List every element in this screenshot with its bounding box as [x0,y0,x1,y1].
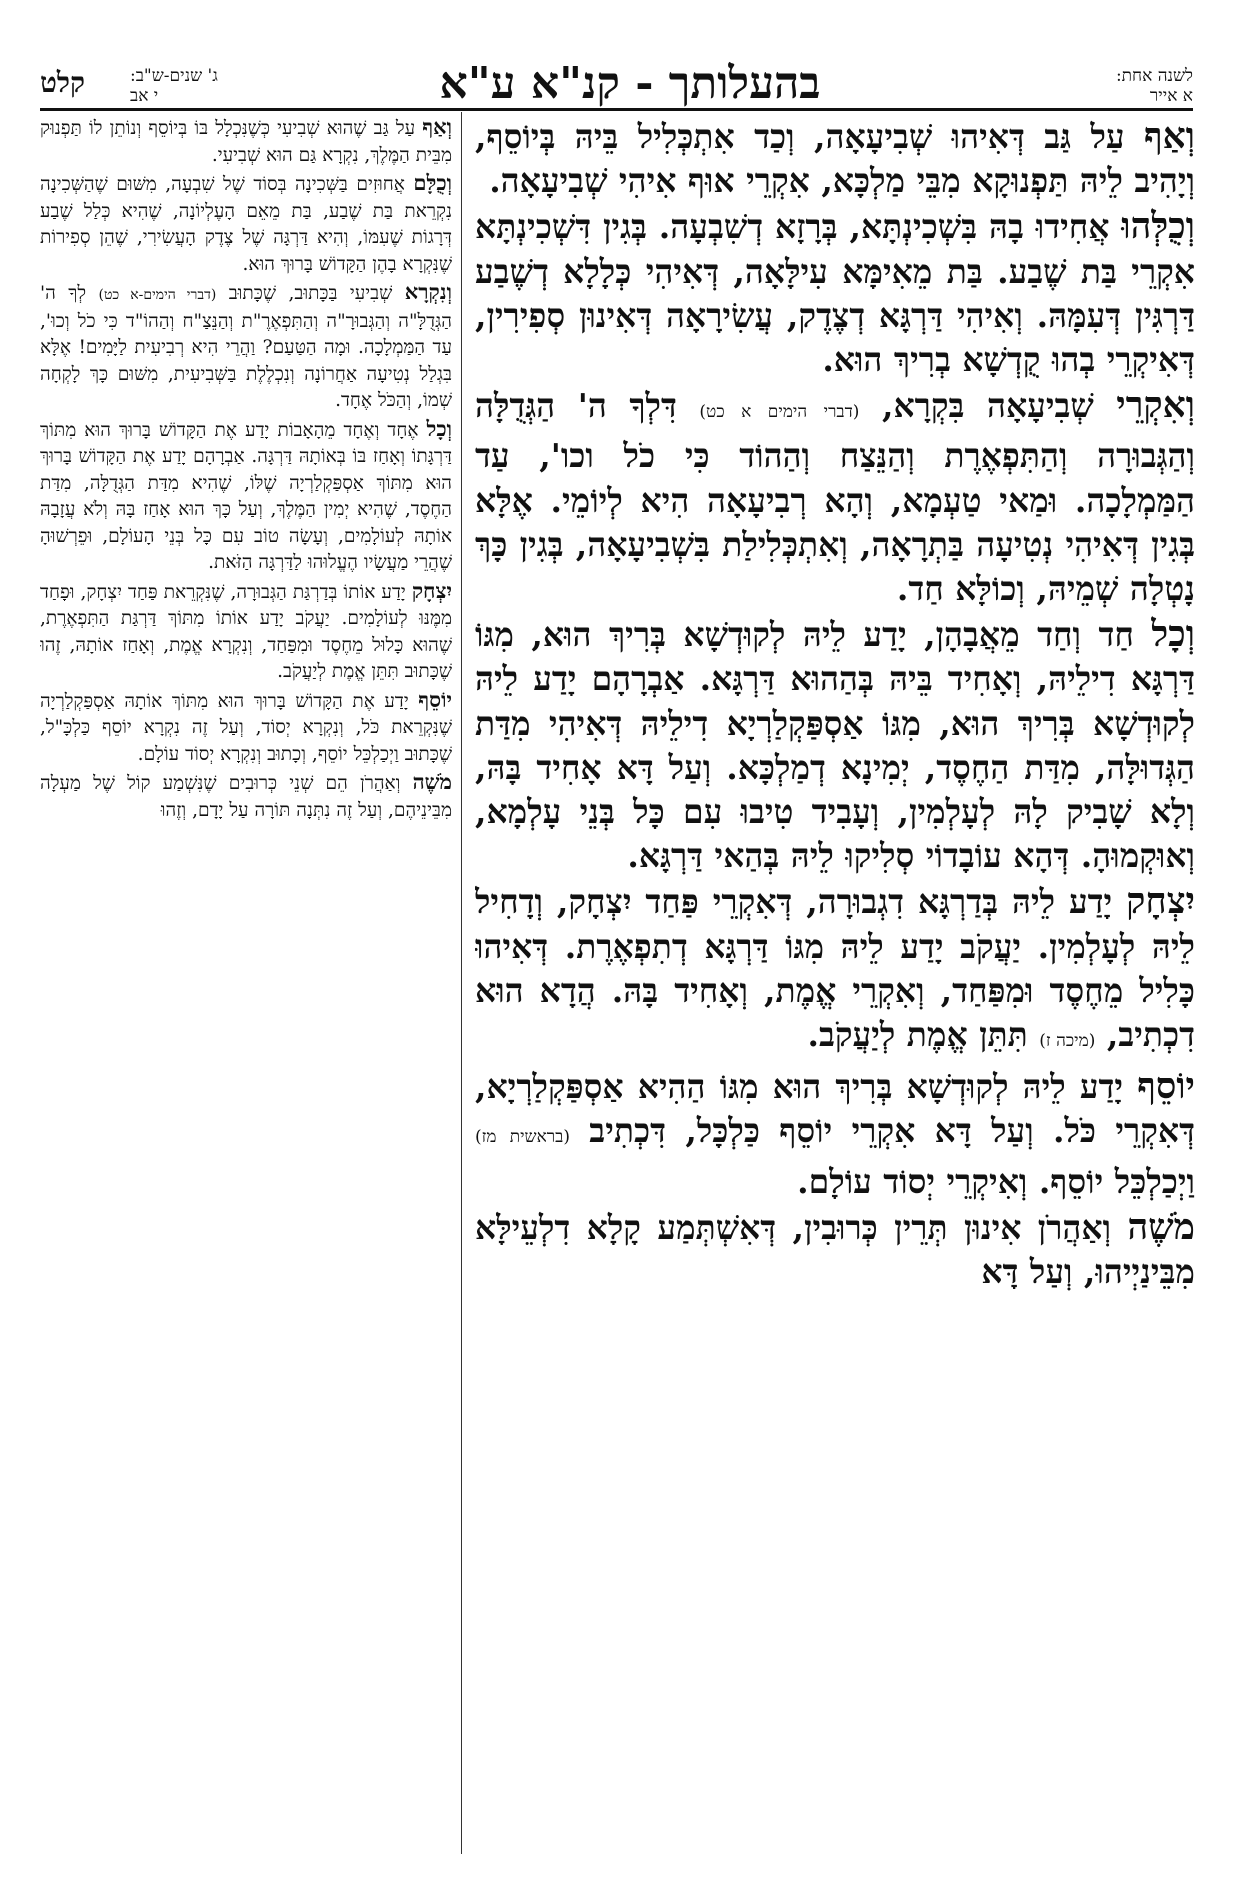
main-paragraph [475,879,1195,1063]
paragraph-lead-word: וְאַף [422,114,452,139]
source-citation: (בראשית מז) [475,1127,570,1148]
paragraph-lead-word: וְכֻלְּהוּ [1121,205,1195,248]
paragraph-text-continued: וַיְכַלְכֵּל יוֹסֵף. וְאִיקְרֵי יְסוֹד עוֹלָם. [797,1161,1195,1201]
paragraph-lead-word: יִצְחָק [1126,880,1195,923]
paragraph-text: אֲחִידוּ בָהּ בִּשְׁכִינְתָּא, בְּרָזָא דְשִׁבְעָה. בְּגִין דִּשְׁכִינְתָּא אִקְרֵי בַּת שֶׁבַע. בַּת מֵאִימָּא עִילָּאָה, דְּאִיהִי כְּלָלָא דְשֶׁבַע דַּרְגִּין דְּעִמָּהּ. וְאִיהִי דַּרְגָּא דְצֶדֶק, עֲשִׂירָאָה דְּאִינוּן סְפִירִין, דְּאִיקְרֵי בְהוּ קֻדְשָׁא בְרִיךְ הוּא. [475,207,1195,380]
main-paragraph [475,1064,1195,1204]
page-number: קלט [40,66,85,99]
side-paragraph [40,769,452,824]
paragraph-lead-word: מֹשֶׁה [412,769,452,794]
paragraph-text: שְׁבִיעִי בַּכָּתוּב, שֶׁכָּתוּב [216,283,405,304]
paragraph-text: יָדַע לֵיהּ לְקוּדְשָׁא בְּרִיךְ הוּא מִגּוֹ הַהִיא אַסְפַּקְלַרְיָא, דְּאִקְרֵי כֹּל. וְעַל דָּא אִקְרֵי יוֹסֵף כַּלְכָּל, דִּכְתִיב [475,1067,1195,1151]
source-citation: (דברי הימים א כט) [699,402,860,423]
reading-schedule-three-year [130,66,370,106]
paragraph-text-continued: תִּתֵּן אֱמֶת לְיַעֲקֹב. [807,1015,1040,1055]
main-column-aramaic [475,114,1195,1854]
reading-schedule-one-year [1116,66,1193,106]
main-paragraph [475,114,1195,203]
source-citation: (מיכה ז) [1039,1031,1096,1052]
paragraph-text: חַד וְחַד מֵאֲבָהָן, יָדַע לֵיהּ לְקוּדְשָׁא בְּרִיךְ הוּא, מִגּוֹ דַּרְגָּא דִילֵיהּ, וְאָחִיד בֵּיהּ בְּהַהוּא דַּרְגָּא. אַבְרָהָם יָדַע לֵיהּ לְקוּדְשָׁא בְּרִיךְ הוּא, מִגּוֹ אַסְפַּקְלַרְיָא דִילֵיהּ דְּאִיהִי מִדַּת הַגְּדוּלָּה, מִדַּת הַחֶסֶד, יְמִינָא דְמַלְכָּא. וְעַל דָּא אָחִיד בָּהּ, וְלָא שָׁבִיק לָהּ לְעָלְמִין, וְעָבִיד טִיבוּ עִם כָּל בְּנֵי עָלְמָא, וְאוּקְמוּהָ. דְּהָא עוֹבָדוֹי סְלִיקוּ לֵיהּ בְּהַאי דַּרְגָּא. [475,615,1195,876]
paragraph-text: וְאַהֲרֹן הֵם שְׁנֵי כְּרוּבִים שֶׁנִּשְׁמַע קוֹל שֶׁל מַעְלָה מִבֵּינֵיהֶם, וְעַל זֶה נִתְּנָה תּוֹרָה עַל יָדָם, וְזֶהוּ [40,773,452,821]
page-header [0,0,1253,109]
side-paragraph [40,114,452,169]
schedule-three-year-label: ג' שנים-ש"ב: [130,66,218,86]
paragraph-lead-word: וְאִקְרֵי [1116,384,1195,427]
paragraph-lead-word: וְכֻלָּם [413,170,452,195]
side-paragraph [40,578,452,686]
paragraph-lead-word: וְנִקְרָא [404,279,452,304]
side-paragraph [40,170,452,278]
page-title: בהעלותך - קנ"א ע"א [439,58,821,109]
paragraph-lead-word: יִצְחָק [411,577,452,603]
main-paragraph [475,1205,1195,1294]
paragraph-text: יָדַע לֵיהּ בְּדַרְגָּא דִגְבוּרָה, דְּאִקְרֵי פַּחַד יִצְחָק, וְדָחִיל לֵיהּ לְעָלְמִין. יַעֲקֹב יָדַע לֵיהּ מִגּוֹ דַּרְגָּא דְתִפְאֶרֶת. דְּאִיהוּ כָּלִיל מֵחֶסֶד וּמִפַּחַד, וְאִקְרֵי אֱמֶת, וְאָחִיד בָּהּ. הֲדָא הוּא דִכְתִיב, [475,882,1195,1055]
paragraph-lead-word: וְאַף [1144,115,1195,157]
main-paragraph [475,204,1195,382]
header-divider [40,108,1193,111]
paragraph-lead-word: יוֹסֵף [1137,1065,1195,1108]
paragraph-text: עַל גַּב דְּאִיהוּ שְׁבִיעָאָה, וְכַד אִתְכְּלִיל בֵּיהּ בְּיוֹסֵף, וְיָהִיב לֵיהּ תַּפְנוּקָא מִבֵּי מַלְכָּא, אִקְרֵי אוּף אִיהִי שְׁבִיעָאָה. [475,117,1195,201]
side-column-hebrew-translation [40,114,452,1854]
main-paragraph [475,612,1195,878]
paragraph-text: אֶחָד וְאֶחָד מֵהָאָבוֹת יָדַע אֶת הַקָּדוֹשׁ בָּרוּךְ הוּא מִתּוֹךְ דַּרְגָּתוֹ וְאָחַז בּוֹ בְּאוֹתָהּ דַּרְגָּה. אַבְרָהָם יָדַע אֶת הַקָּדוֹשׁ בָּרוּךְ הוּא מִתּוֹךְ אַסְפַּקְלַרְיָה שֶׁלּוֹ, שֶׁהִיא מִדַּת הַגְּדֻלָּה, מִדַּת הַחֶסֶד, שֶׁהִיא יְמִין הַמֶּלֶךְ, וְעַל כָּךְ הוּא אָחַז בָּהּ וְלֹא עֲזָבָהּ אוֹתָהּ לְעוֹלָמִים, וְעָשָׂה טוֹב עִם כָּל בְּנֵי הָעוֹלָם, וּפֵרְשׁוּהָ שֶׁהֲרֵי מַעֲשָׂיו הֶעֱלוּהוּ לַדַּרְגָּה הַזֹּאת. [40,419,452,573]
paragraph-text-continued: לְךָ ה' הַגְּדֻלָּ"ה וְהַגְּבוּרָ"ה וְהַתִּפְאֶרֶ"ת וְהַנֵּצַ"ח וְהַהוֹ"ד כִּי כֹל וְכוּ', עַד הַמַּמְלָכָה. וּמָה הַטַּעַם? וַהֲרֵי הִיא רְבִיעִית לַיָּמִים! אֶלָּא בִּגְלַל נְטִיעָה אַחֲרוֹנָה וְנִכְלֶלֶת בַּשְּׁבִיעִית, מִשּׁוּם כָּךְ לָקְחָה שְׁמוֹ, וְהַכֹּל אֶחָד. [40,283,452,411]
schedule-one-year-date: א אייר [1149,86,1193,106]
paragraph-text: אֲחוּזִים בַּשְּׁכִינָה בְּסוֹד שֶׁל שִׁבְעָה, מִשּׁוּם שֶׁהַשְּׁכִינָה נִקְרֵאת בַּת שֶׁבַע, בַּת מֵאֵם הָעֶלְיוֹנָה, שֶׁהִיא כְּלַל שֶׁבַע דְּרָגוֹת שֶׁעִמּוֹ, וְהִיא דַּרְגָּה שֶׁל צֶדֶק הָעֲשִׂירִי, שֶׁהֵן סְפִירוֹת שֶׁנִּקְרָא בָהֶן הַקָּדוֹשׁ בָּרוּךְ הוּא. [40,174,452,275]
paragraph-text-continued: דִּלְךָ ה' הַגְּדֻלָּה וְהַגְּבוּרָה וְהַתִּפְאֶרֶת וְהַנֵּצַח וְהַהוֹד כִּי כֹל וכו', עַד הַמַּמְלָכָה. וּמַאי טַעְמָא, וְהָא רְבִיעָאָה הִיא לְיוֹמֵי. אֶלָּא בְּגִין דְּאִיהִי נְטִיעָה בַּתְרָאָה, וְאִתְכְּלִילַת בִּשְׁבִיעָאָה, בְּגִין כָּךְ נָטְלָה שְׁמֵיהּ, וְכוֹלָּא חַד. [475,386,1195,609]
paragraph-text: עַל גַּב שֶׁהוּא שְׁבִיעִי כְּשֶׁנִּכְלָל בּוֹ בְּיוֹסֵף וְנוֹתֵן לוֹ תַּפְנוּק מִבֵּית הַמֶּלֶךְ, נִקְרָא גַּם הוּא שְׁבִיעִי. [40,118,452,166]
side-paragraph [40,416,452,577]
source-citation: (דברי הימים-א כט) [98,287,217,303]
paragraph-lead-word: וְכָל [426,415,452,441]
side-paragraph [40,687,452,769]
paragraph-text: וְאַהֲרֹן אִינוּן תְּרֵין כְּרוּבִין, דְּאִשְׁתְּמַע קָלָא דִלְעֵילָּא מִבֵּינַיְיהוּ, וְעַל דָּא [475,1207,1195,1292]
side-paragraph [40,279,452,415]
paragraph-lead-word: יוֹסֵף [418,686,452,712]
main-paragraph [475,383,1195,611]
paragraph-text: יָדַע אֶת הַקָּדוֹשׁ בָּרוּךְ הוּא מִתּוֹךְ אוֹתָהּ אַסְפַּקְלַרְיָה שֶׁנִּקְרֵאת כֹּל, וְנִקְרָא יְסוֹד, וְעַל זֶה נִקְרָא יוֹסֵף כַּלְכָּ"ל, שֶׁכָּתוּב וַיְכַלְכֵּל יוֹסֵף, וְכָתוּב וְנִקְרָא יְסוֹד עוֹלָם. [40,690,452,765]
paragraph-text: יָדַע אוֹתוֹ בְּדַרְגַּת הַגְּבוּרָה, שֶׁנִּקְרֵאת פַּחַד יִצְחָק, וּפָחַד מִמֶּנּוּ לְעוֹלָמִים. יַעֲקֹב יָדַע אוֹתוֹ מִתּוֹךְ דַּרְגַּת הַתִּפְאֶרֶת, שֶׁהוּא כָּלוּל מֵחֶסֶד וּמִפַּחַד, וְנִקְרָא אֱמֶת, וְאָחַז אוֹתָהּ, זֶהוּ שֶׁכָּתוּב תִּתֵּן אֱמֶת לְיַעֲקֹב. [40,581,452,682]
schedule-three-year-date: י אב [130,86,159,106]
column-divider [461,112,462,1854]
paragraph-lead-word: וְכָל [1151,613,1195,656]
paragraph-lead-word: מֹשֶׁה [1127,1205,1195,1248]
schedule-one-year-label: לשנה אחת: [1115,66,1193,86]
paragraph-text: שְׁבִיעָאָה בִּקְרָא, [859,386,1117,426]
